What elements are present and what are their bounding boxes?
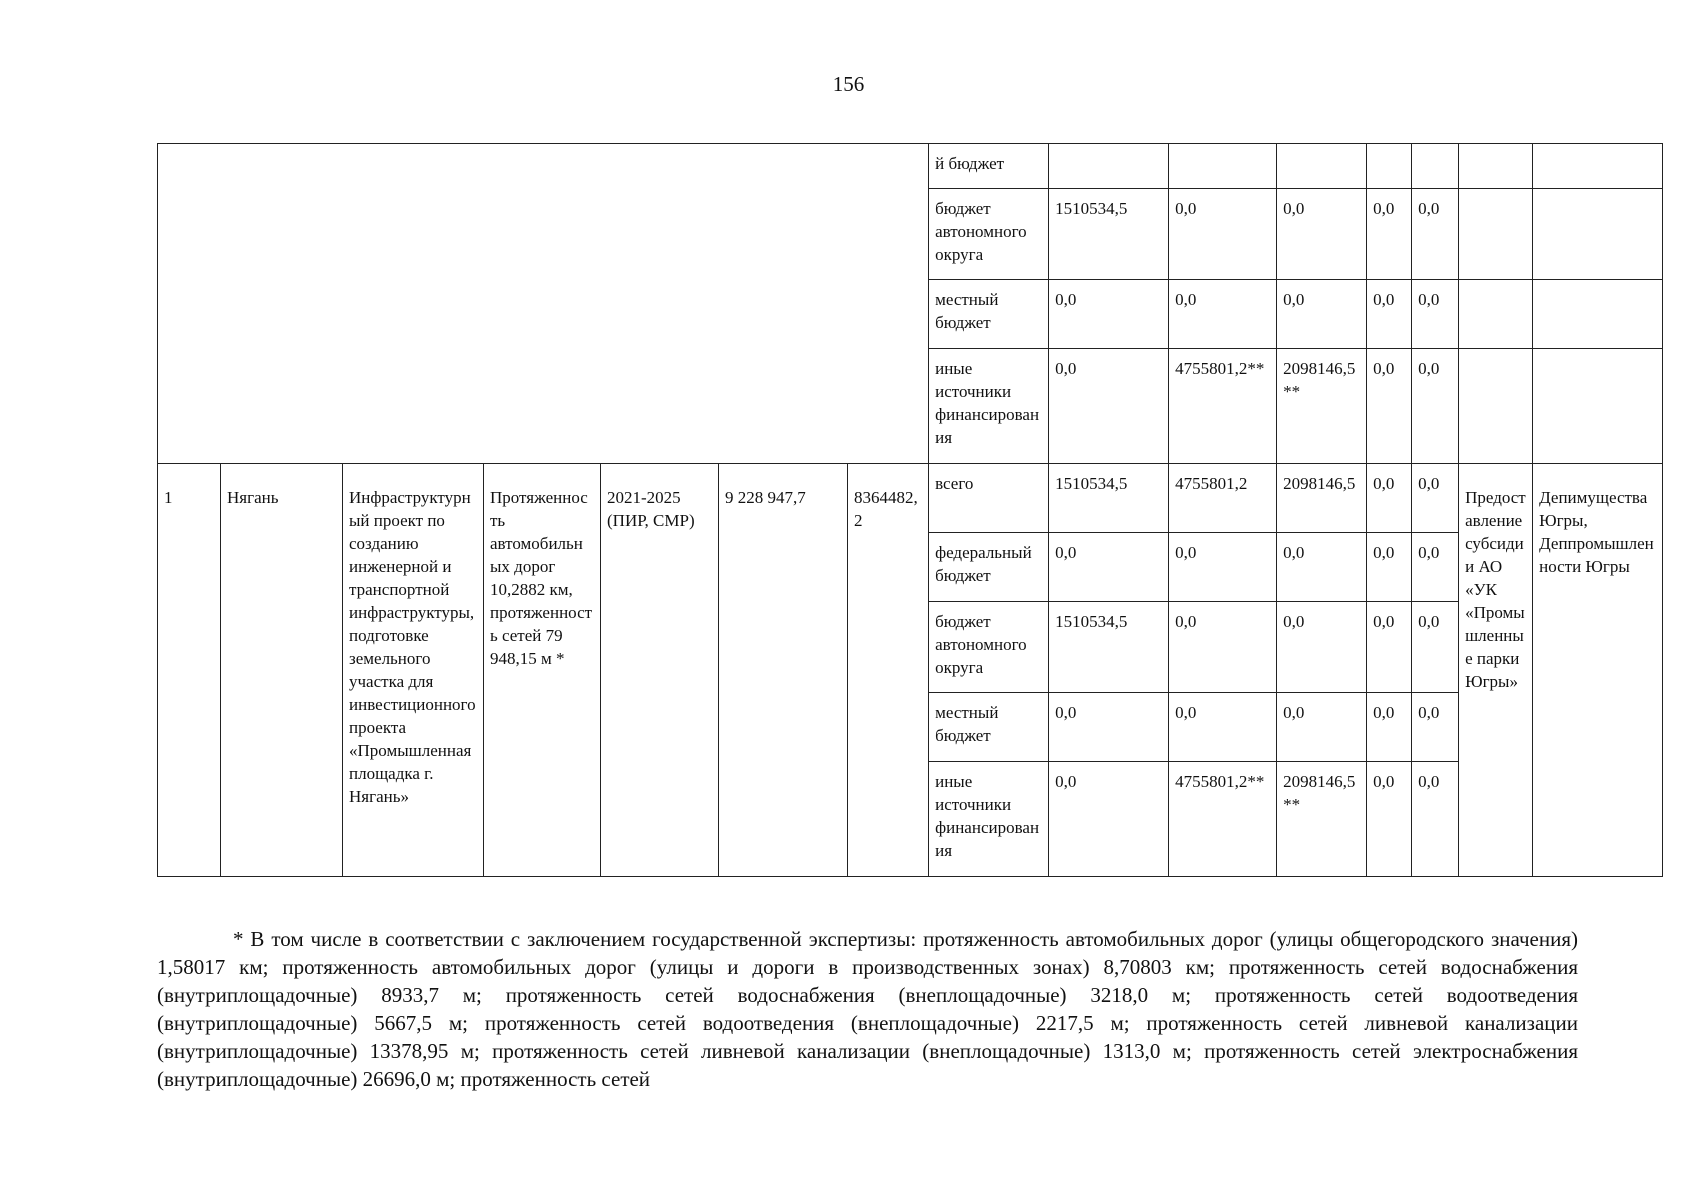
city-cell: Нягань: [221, 464, 343, 877]
value-cell: [1412, 144, 1459, 189]
value-cell: 4755801,2**: [1169, 762, 1277, 877]
responsible-cell: Депимущества Югры, Деппромышленности Югры: [1533, 464, 1663, 877]
empty-cell: [1459, 144, 1533, 189]
value-cell: 0,0: [1367, 280, 1412, 349]
value-cell: 0,0: [1049, 349, 1169, 464]
funding-source: й бюджет: [929, 144, 1049, 189]
value-cell: 0,0: [1367, 533, 1412, 602]
value-cell: 0,0: [1367, 464, 1412, 533]
value-cell: [1277, 144, 1367, 189]
remaining-cost-cell: 8364482,2: [848, 464, 929, 877]
value-cell: 0,0: [1367, 189, 1412, 280]
empty-cell: [1533, 280, 1663, 349]
value-cell: 0,0: [1412, 533, 1459, 602]
footnote: * В том числе в соответствии с заключением государственной экспертизы: протяженность автомобильных дорог (улицы общегородского значения) 1,58017 км; протяженность автомобильных дорог (улицы и дороги в производственных зонах) 8,70803 км; протяженность сетей водоснабжения (внутриплощадочные) 8933,7 м; протяженность сетей водоснабжения (внеплощадочные) 3218,0 м; протяженность сетей водоотведения (внутриплощадочные) 5667,5 м; протяженность сетей водоотведения (внеплощадочные) 2217,5 м; протяженность сетей ливневой канализации (внутриплощадочные) 13378,95 м; протяженность сетей ливневой канализации (внеплощадочные) 1313,0 м; протяженность сетей электроснабжения (внутриплощадочные) 26696,0 м; протяженность сетей: [157, 927, 1578, 1091]
support-mechanism-cell: Предоставление субсидии АО «УК «Промышленные парки Югры»: [1459, 464, 1533, 877]
value-cell: 0,0: [1412, 693, 1459, 762]
value-cell: 0,0: [1169, 189, 1277, 280]
value-cell: 4755801,2**: [1169, 349, 1277, 464]
funding-source: иные источники финансирования: [929, 349, 1049, 464]
value-cell: 0,0: [1049, 533, 1169, 602]
value-cell: [1367, 144, 1412, 189]
funding-source: бюджет автономного округа: [929, 189, 1049, 280]
cost-cell: 9 228 947,7: [719, 464, 848, 877]
capacity-cell: Протяженность автомобильных дорог 10,2882 км, протяженность сетей 79 948,15 м *: [484, 464, 601, 877]
value-cell: 0,0: [1367, 762, 1412, 877]
blank-merged-cell: [158, 144, 929, 464]
value-cell: 0,0: [1169, 602, 1277, 693]
value-cell: 0,0: [1412, 762, 1459, 877]
value-cell: 0,0: [1277, 602, 1367, 693]
value-cell: 2098146,5**: [1277, 762, 1367, 877]
value-cell: 1510534,5: [1049, 464, 1169, 533]
value-cell: 0,0: [1049, 280, 1169, 349]
value-cell: 0,0: [1277, 533, 1367, 602]
period-cell: 2021-2025 (ПИР, СМР): [601, 464, 719, 877]
value-cell: [1049, 144, 1169, 189]
empty-cell: [1533, 144, 1663, 189]
funding-source: федеральный бюджет: [929, 533, 1049, 602]
value-cell: 1510534,5: [1049, 602, 1169, 693]
value-cell: 0,0: [1412, 280, 1459, 349]
value-cell: 0,0: [1277, 189, 1367, 280]
value-cell: 0,0: [1049, 762, 1169, 877]
value-cell: [1169, 144, 1277, 189]
value-cell: 0,0: [1412, 602, 1459, 693]
empty-cell: [1459, 349, 1533, 464]
value-cell: 0,0: [1169, 693, 1277, 762]
financing-table: [157, 143, 1663, 877]
project-name-cell: Инфраструктурный проект по созданию инженерной и транспортной инфраструктуры, подготовке земельного участка для инвестиционного проекта «Промышленная площадка г. Нягань»: [343, 464, 484, 877]
value-cell: 0,0: [1367, 602, 1412, 693]
value-cell: 0,0: [1169, 533, 1277, 602]
value-cell: 0,0: [1277, 280, 1367, 349]
project-row: [158, 464, 1663, 533]
value-cell: 2098146,5**: [1277, 349, 1367, 464]
funding-source: всего: [929, 464, 1049, 533]
row-number: 1: [158, 464, 221, 877]
value-cell: 0,0: [1277, 693, 1367, 762]
empty-cell: [1533, 189, 1663, 280]
funding-source: местный бюджет: [929, 693, 1049, 762]
empty-cell: [1459, 189, 1533, 280]
value-cell: 0,0: [1367, 349, 1412, 464]
value-cell: 4755801,2: [1169, 464, 1277, 533]
value-cell: 0,0: [1412, 349, 1459, 464]
value-cell: 0,0: [1049, 693, 1169, 762]
funding-source: иные источники финансирования: [929, 762, 1049, 877]
value-cell: 0,0: [1367, 693, 1412, 762]
value-cell: 2098146,5: [1277, 464, 1367, 533]
page-number: 156: [832, 72, 865, 96]
funding-source: местный бюджет: [929, 280, 1049, 349]
value-cell: 0,0: [1169, 280, 1277, 349]
value-cell: 0,0: [1412, 464, 1459, 533]
continuation-row: [158, 144, 1663, 189]
value-cell: 1510534,5: [1049, 189, 1169, 280]
empty-cell: [1459, 280, 1533, 349]
value-cell: 0,0: [1412, 189, 1459, 280]
funding-source: бюджет автономного округа: [929, 602, 1049, 693]
empty-cell: [1533, 349, 1663, 464]
